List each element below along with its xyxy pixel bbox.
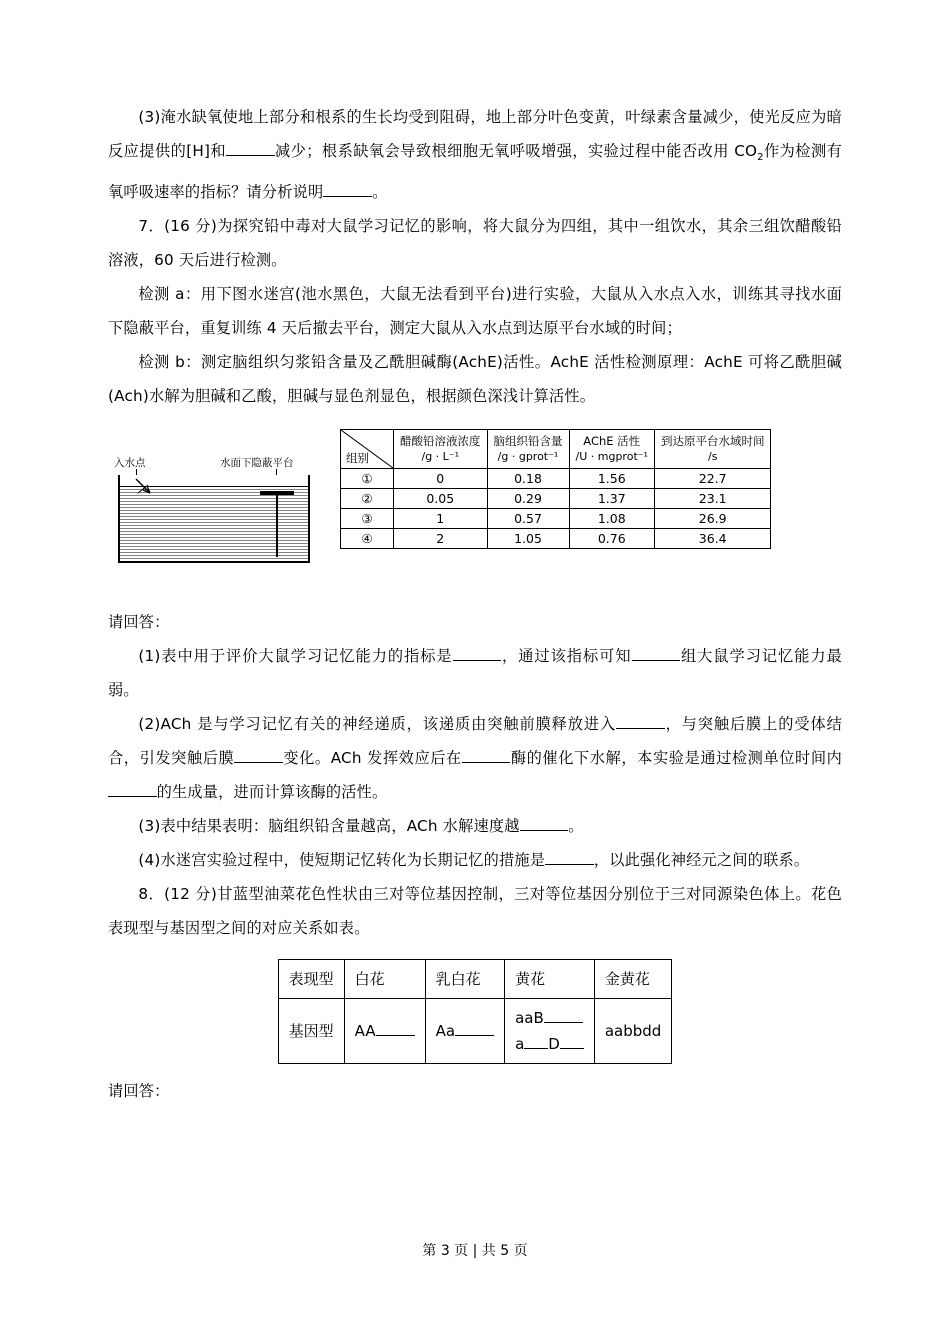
cell-genotype-white: [344, 999, 425, 1064]
cell-genotype-golden: aabbdd: [594, 999, 671, 1064]
cell-time: 36.4: [654, 529, 771, 549]
cell-genotype-cream: [425, 999, 504, 1064]
answer-blank: [226, 140, 275, 156]
question-7-sub-2: (2)ACh 是与学习记忆有关的神经递质，该递质由突触前膜释放进入 ，与突触后膜上的受体结合，引发突触后膜 变化。ACh 发挥效应后在 酶的催化下水解，本实验是通过检测单位时间内的生成量，进而计算该酶的活性。: [108, 707, 842, 809]
cell-group: ②: [341, 489, 394, 509]
cell-brain-lead: 0.57: [487, 509, 569, 529]
figure-and-table-row: [108, 429, 842, 571]
question-7-stem: 7．(16 分)为探究铅中毒对大鼠学习记忆的影响，将大鼠分为四组，其中一组饮水，其余三组饮醋酸铅溶液，60 天后进行检测。: [108, 217, 842, 270]
genotype-blank: [524, 1033, 548, 1049]
answer-blank: [108, 781, 157, 797]
header-line-2: /s: [708, 450, 718, 464]
answer-blank: [616, 713, 665, 729]
question-7-test-a: 检测 a：用下图水迷宫(池水黑色，大鼠无法看到平台)进行实验，大鼠从入水点入水，训练其寻找水面下隐蔽平台，重复训练 4 天后撤去平台，测定大鼠从入水点到达原平台水域的时间；: [108, 285, 842, 338]
genotype-table-wrap: [108, 959, 842, 1064]
cell-time: 26.9: [654, 509, 771, 529]
table-row: [341, 469, 771, 489]
row-label-phenotype: 表现型: [278, 960, 344, 999]
table-header-row: [341, 430, 771, 469]
cell-brain-lead: 1.05: [487, 529, 569, 549]
cell-concentration: 2: [394, 529, 488, 549]
cell-ache: 1.56: [569, 469, 654, 489]
cell-brain-lead: 0.18: [487, 469, 569, 489]
answer-blank: [632, 645, 681, 661]
cell-phenotype-cream: 乳白花: [425, 960, 504, 999]
cell-ache: 1.08: [569, 509, 654, 529]
table-header-concentration: [394, 430, 488, 469]
header-line-1: 到达原平台水域时间: [660, 434, 765, 449]
genotype-line-2: a D: [515, 1031, 584, 1057]
cell-phenotype-yellow: 黄花: [505, 960, 595, 999]
cell-group: ③: [341, 509, 394, 529]
genotype-prefix: AA: [354, 1022, 376, 1041]
genotype-prefix: aaB: [515, 1009, 544, 1028]
genotype-line-1: [515, 1005, 584, 1031]
answer-blank: [234, 747, 283, 763]
rat-entry-arrow-icon: [134, 477, 164, 507]
genotype-blank: [376, 1020, 415, 1036]
cell-ache: 1.37: [569, 489, 654, 509]
cell-time: 22.7: [654, 469, 771, 489]
maze-entry-label: 入水点: [114, 457, 146, 470]
header-line-1: 脑组织铅含量: [493, 434, 563, 449]
table-corner-label: 组别: [346, 451, 369, 466]
cell-group: ①: [341, 469, 394, 489]
table-header-arrival-time: [654, 430, 771, 469]
answer-blank: [520, 815, 569, 831]
answer-blank: [545, 849, 594, 865]
page-footer: 第 3 页 | 共 5 页: [422, 1243, 528, 1259]
table-header-brain-lead: [487, 430, 569, 469]
genotype-prefix: Aa: [435, 1022, 456, 1041]
header-line-1: AChE 活性: [583, 434, 641, 449]
table-row: [341, 509, 771, 529]
table-corner-cell: [341, 430, 394, 469]
cell-time: 23.1: [654, 489, 771, 509]
table-row: [341, 489, 771, 509]
question-7-test-b: 检测 b：测定脑组织匀浆铅含量及乙酰胆碱酶(AchE)活性。AchE 活性检测原理：AchE 可将乙酰胆碱(Ach)水解为胆碱和乙酸，胆碱与显色剂显色，根据颜色深浅计算活性。: [108, 353, 842, 406]
question-7-sub-4: (4)水迷宫实验过程中，使短期记忆转化为长期记忆的措施是 ，以此强化神经元之间的联系。: [108, 843, 842, 877]
cell-concentration: 1: [394, 509, 488, 529]
table-row-genotype: [278, 999, 672, 1064]
maze-platform-stem: [276, 491, 278, 557]
cell-brain-lead: 0.29: [487, 489, 569, 509]
cell-concentration: 0: [394, 469, 488, 489]
question-7-sub-3: (3)表中结果表明：脑组织铅含量越高，ACh 水解速度越 。: [108, 809, 842, 843]
water-maze-diagram: [110, 453, 322, 571]
row-label-genotype: 基因型: [278, 999, 344, 1064]
question-7-answer-prompt: 请回答：: [108, 613, 170, 632]
header-line-2: /U · mgprot⁻¹: [575, 450, 648, 464]
header-line-2: /g · L⁻¹: [421, 450, 460, 464]
answer-blank: [453, 645, 502, 661]
question-7-sub-1: (1)表中用于评价大鼠学习记忆能力的指标是 ，通过该指标可知 组大鼠学习记忆能力最弱。: [108, 639, 842, 707]
cell-concentration: 0.05: [394, 489, 488, 509]
table-row: [341, 529, 771, 549]
genotype-blank: [455, 1020, 494, 1036]
header-line-2: /g · gprot⁻¹: [497, 450, 559, 464]
maze-hidden-platform: [260, 491, 294, 495]
answer-blank: [462, 747, 511, 763]
answer-blank: [323, 181, 372, 197]
table-row-phenotype: [278, 960, 672, 999]
cell-group: ④: [341, 529, 394, 549]
question-8-answer-prompt: 请回答：: [108, 1082, 170, 1101]
maze-platform-label: 水面下隐蔽平台: [220, 457, 294, 470]
cell-phenotype-white: 白花: [344, 960, 425, 999]
flower-color-genotype-table: [278, 959, 673, 1064]
header-line-1: 醋酸铅溶液浓度: [400, 434, 481, 449]
cell-ache: 0.76: [569, 529, 654, 549]
cell-genotype-yellow: [505, 999, 595, 1064]
table-header-ache-activity: [569, 430, 654, 469]
genotype-blank: [544, 1007, 583, 1023]
genotype-blank: [560, 1033, 584, 1049]
paragraph-waterlogging: (3)淹水缺氧使地上部分和根系的生长均受到阻碍，地上部分叶色变黄，叶绿素含量减少，使光反应为暗反应提供的[H]和 减少；根系缺氧会导致根细胞无氧呼吸增强，实验过程中能否改用 $CO_2$作为检测有氧呼吸速率的指标？请分析说明 。: [108, 108, 843, 202]
question-8-stem: 8．(12 分)甘蓝型油菜花色性状由三对等位基因控制，三对等位基因分别位于三对同源染色体上。花色表现型与基因型之间的对应关系如表。: [108, 885, 842, 938]
cell-phenotype-golden: 金黄花: [594, 960, 671, 999]
lead-experiment-table: [340, 429, 771, 549]
